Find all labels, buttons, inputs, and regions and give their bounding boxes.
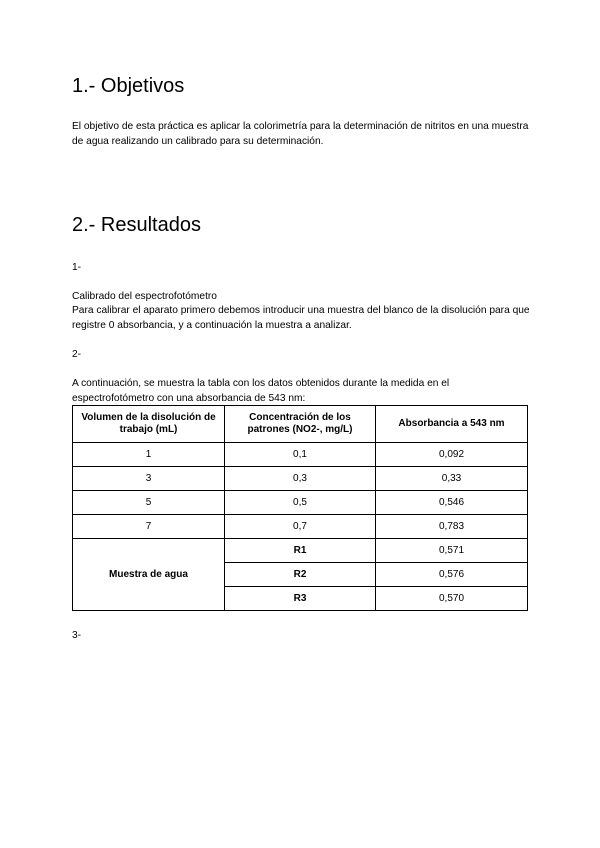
cell-concentration: 0,3	[225, 467, 376, 491]
cell-absorbance: 0,576	[376, 563, 528, 587]
header-absorbance: Absorbancia a 543 nm	[376, 406, 528, 443]
cell-absorbance: 0,546	[376, 491, 528, 515]
cell-replicate-name: R1	[225, 539, 376, 563]
table-header-row	[73, 406, 528, 443]
item-1-heading: Calibrado del espectrofotómetro	[72, 291, 217, 302]
item-1-label: 1-	[72, 262, 82, 273]
cell-replicate-name: R2	[225, 563, 376, 587]
cell-absorbance: 0,571	[376, 539, 528, 563]
header-volume: Volumen de la disolución de trabajo (mL)	[73, 406, 225, 443]
table-row	[73, 515, 528, 539]
item-2-label: 2-	[72, 349, 82, 360]
header-concentration: Concentración de los patrones (NO2-, mg/L)	[225, 406, 376, 443]
cell-replicate-name: R3	[225, 587, 376, 611]
cell-volume: 3	[73, 467, 225, 491]
item-3-label: 3-	[72, 630, 82, 641]
cell-absorbance: 0,570	[376, 587, 528, 611]
item-2-paragraph: A continuación, se muestra la tabla con los datos obtenidos durante la medida en el espectrofotómetro con una absorbancia de 543 nm:	[72, 378, 450, 404]
cell-volume: 1	[73, 443, 225, 467]
cell-concentration: 0,7	[225, 515, 376, 539]
table-row	[73, 467, 528, 491]
cell-absorbance: 0,33	[376, 467, 528, 491]
objetivos-paragraph: El objetivo de esta práctica es aplicar la colorimetría para la determinación de nitritos en una muestra de agua realizando un calibrado para su determinación.	[72, 121, 529, 147]
item-1-paragraph: Para calibrar el aparato primero debemos introducir una muestra del blanco de la disolución para que registre 0 absorbancia, y a continuación la muestra a analizar.	[72, 305, 530, 331]
table-row	[73, 443, 528, 467]
cell-concentration: 0,5	[225, 491, 376, 515]
cell-absorbance: 0,783	[376, 515, 528, 539]
cell-sample-label: Muestra de agua	[73, 539, 225, 611]
cell-absorbance: 0,092	[376, 443, 528, 467]
table-row	[73, 539, 528, 563]
cell-concentration: 0,1	[225, 443, 376, 467]
section-title-resultados: 2.- Resultados	[72, 214, 201, 236]
cell-volume: 7	[73, 515, 225, 539]
absorbance-table	[72, 405, 528, 611]
table-row	[73, 491, 528, 515]
cell-volume: 5	[73, 491, 225, 515]
section-title-objetivos: 1.- Objetivos	[72, 75, 185, 97]
